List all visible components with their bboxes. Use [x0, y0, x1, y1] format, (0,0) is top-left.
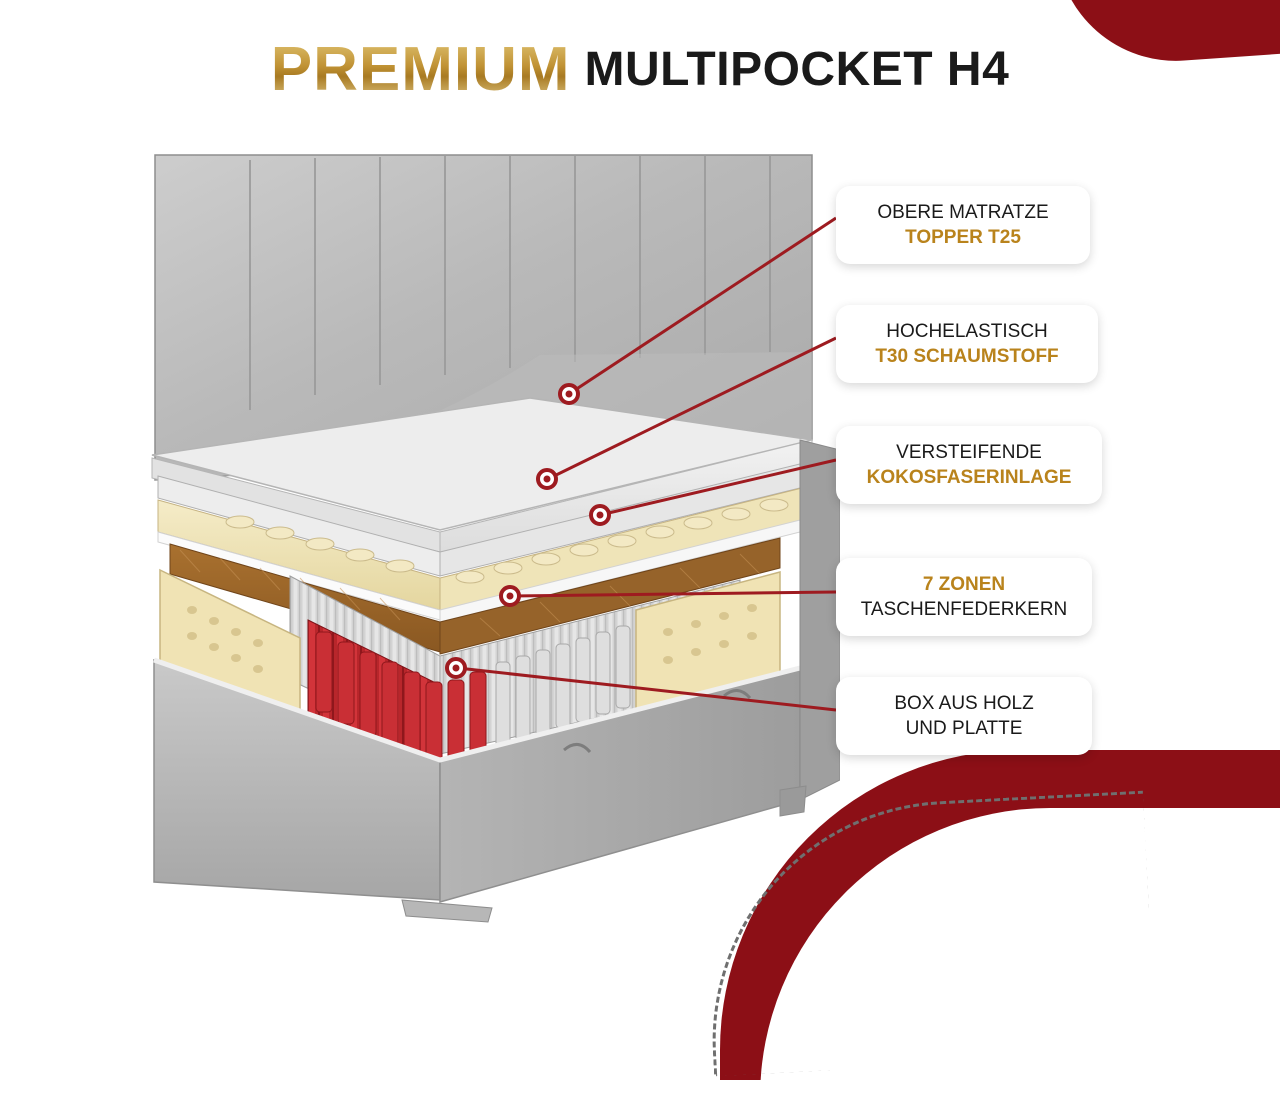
callout-springs	[836, 558, 1092, 636]
page-title-rest: MULTIPOCKET H4	[584, 43, 1010, 96]
callout-springs-line2: TASCHENFEDERKERN	[860, 599, 1068, 621]
callout-coconut-line1: VERSTEIFENDE	[896, 442, 1042, 463]
callout-coconut	[836, 426, 1102, 504]
page-title	[0, 34, 1280, 105]
callout-topper-line1: OBERE MATRATZE	[877, 202, 1049, 223]
page-title-highlight: PREMIUM	[270, 35, 571, 104]
callout-box	[836, 677, 1092, 755]
callout-coconut-line2: KOKOSFASERINLAGE	[866, 467, 1072, 489]
callout-box-line1: BOX AUS HOLZ	[894, 693, 1034, 714]
callout-foam	[836, 305, 1098, 383]
callout-topper	[836, 186, 1090, 264]
callout-springs-line1: 7 ZONEN	[922, 574, 1006, 595]
callout-foam-line2: T30 SCHAUMSTOFF	[875, 346, 1059, 368]
bed-cutaway-illustration	[140, 140, 840, 930]
callout-foam-line1: HOCHELASTISCH	[886, 321, 1048, 342]
callout-box-line2: UND PLATTE	[905, 718, 1023, 740]
callout-topper-line2: TOPPER T25	[905, 227, 1021, 249]
